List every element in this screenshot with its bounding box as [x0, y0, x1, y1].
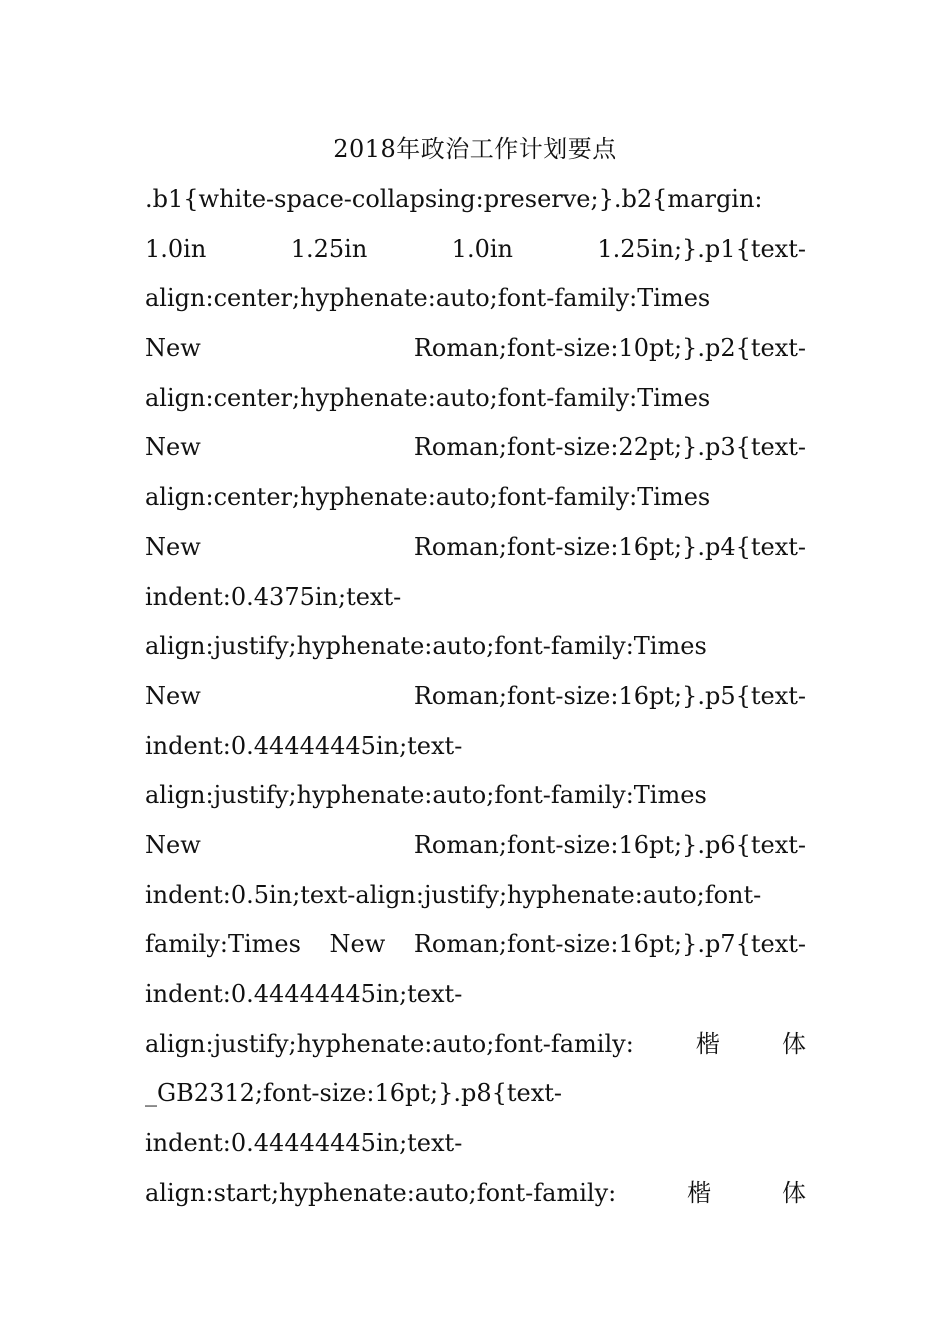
text-line [145, 827, 806, 877]
document-title: 2018年政治工作计划要点 [333, 135, 617, 163]
text-line [145, 1125, 806, 1175]
text-segment: indent:0.44444445in;text- [145, 731, 463, 760]
text-segment: indent:0.5in;text-align:justify;hyphenate:auto;font- [145, 880, 762, 909]
text-line [145, 728, 806, 778]
text-segment: indent:0.4375in;text- [145, 582, 402, 611]
text-line [145, 678, 806, 728]
text-line [145, 280, 806, 330]
text-segment: 楷 [695, 1029, 720, 1058]
text-line [145, 628, 806, 678]
text-line [145, 976, 806, 1026]
text-segment: align:center;hyphenate:auto;font-family:Times [145, 383, 711, 412]
text-segment: align:justify;hyphenate:auto;font-family:Times [145, 632, 707, 661]
text-segment: Roman;font-size:22pt;}.p3{text- [413, 433, 806, 462]
text-segment: indent:0.44444445in;text- [145, 1129, 463, 1158]
text-segment: Roman;font-size:10pt;}.p2{text- [413, 334, 806, 363]
text-segment: 1.25in [290, 234, 368, 263]
text-segment: Roman;font-size:16pt;}.p4{text- [413, 532, 806, 561]
text-line [145, 380, 806, 430]
text-line [145, 231, 806, 281]
text-segment: Roman;font-size:16pt;}.p7{text- [413, 930, 806, 959]
text-segment: 1.0in [145, 234, 207, 263]
text-segment: indent:0.44444445in;text- [145, 980, 463, 1008]
text-line [145, 529, 806, 579]
text-segment: 体 [782, 1029, 806, 1058]
text-segment: align:start;hyphenate:auto;font-family: [145, 1178, 617, 1207]
text-segment: Roman;font-size:16pt;}.p5{text- [413, 681, 806, 710]
text-segment: New [145, 830, 201, 859]
text-line [145, 479, 806, 529]
text-segment: 1.25in;}.p1{text- [597, 234, 806, 263]
text-segment: 体 [782, 1178, 806, 1207]
text-segment: New [329, 930, 386, 959]
text-segment: New [145, 681, 201, 710]
text-segment: family:Times [145, 930, 301, 959]
text-segment: Roman;font-size:16pt;}.p6{text- [413, 830, 806, 859]
text-segment: New [145, 532, 201, 561]
text-segment: 1.0in [451, 234, 513, 263]
text-segment: _GB2312;font-size:16pt;}.p8{text- [145, 1079, 563, 1108]
text-line [145, 429, 806, 479]
text-line [145, 926, 806, 976]
text-line [145, 1075, 806, 1125]
text-line [145, 181, 806, 231]
text-segment: New [145, 433, 201, 462]
text-line [145, 777, 806, 827]
text-segment: New [145, 334, 201, 363]
text-segment: align:justify;hyphenate:auto;font-family: [145, 1029, 634, 1058]
text-line [145, 1175, 806, 1225]
text-segment: align:justify;hyphenate:auto;font-family:Times [145, 781, 707, 810]
text-segment: align:center;hyphenate:auto;font-family:Times [145, 284, 711, 313]
text-segment: .b1{white-space-collapsing:preserve;}.b2{margin: [145, 185, 763, 213]
text-segment: 楷 [687, 1178, 712, 1207]
text-line [145, 1026, 806, 1076]
text-line [145, 330, 806, 380]
text-segment: align:center;hyphenate:auto;font-family:Times [145, 483, 711, 512]
text-line [145, 877, 806, 927]
document-body [145, 181, 806, 1224]
text-line [145, 579, 806, 629]
